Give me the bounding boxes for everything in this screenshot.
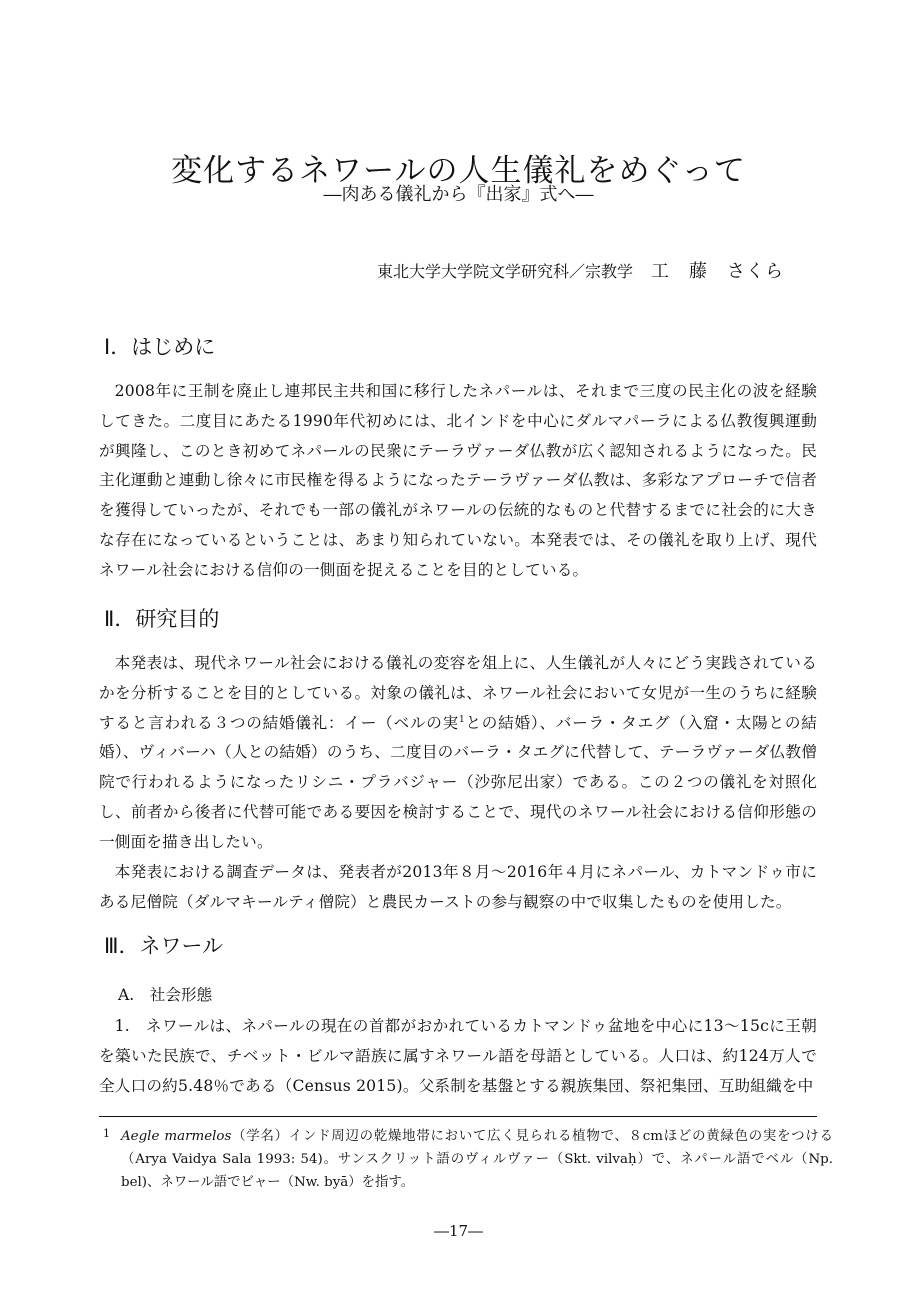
footnote-divider <box>99 1116 817 1117</box>
paragraph-text: との結婚）、バーラ・タエグ（入窟・太陽との結婚）、ヴィバーハ（人との結婚）のうち、二度目のバーラ・タエグに代替して、テーラヴァーダ仏教僧院で行われるようになったリシニ・プラバジャー（沙弥尼出家）である。この２つの儀礼を対照化し、前者から後者に代替可能である要因を検討することで、現代のネワール社会における信仰形態の一側面を描き出したい。 <box>99 713 817 851</box>
page-number: ―17― <box>433 1222 484 1240</box>
footnote-mark: 1 <box>103 1127 110 1140</box>
subsection-heading-social-form: A. 社会形態 <box>118 986 213 1004</box>
section-3-paragraph: 1. ネワールは、ネパールの現在の首都がおかれているカトマンドゥ盆地を中心に13～15cに王朝を築いた民族で、チベット・ビルマ語族に属すネワール語を母語としている。人口は、約124万人で全人口の約5.48％である（Census 2015)。父系制を基盤とする親族集団、祭祀集団、互助組織を中 <box>99 1017 817 1095</box>
section-heading-newar: Ⅲ．ネワール <box>104 934 224 958</box>
author-affiliation: 東北大学大学院文学研究科／宗教学 <box>376 262 633 281</box>
paper-subtitle: ―肉ある儀礼から『出家』式へ― <box>323 184 594 205</box>
author-name: 工 藤 さくら <box>651 261 784 282</box>
footnote-reference[interactable]: 1 <box>458 714 465 725</box>
section-2-paragraph-1 <box>99 649 817 858</box>
paper-title: 変化するネワールの人生儀礼をめぐって <box>171 152 746 189</box>
section-2-paragraph-2: 本発表における調査データは、発表者が2013年８月～2016年４月にネパール、カトマンドゥ市にある尼僧院（ダルマキールティ僧院）と農民カーストの参与観察の中で収集したものを使用した。 <box>99 863 817 911</box>
paragraph-text: 本発表は、現代ネワール社会における儀礼の変容を俎上に、人生儀礼が人々にどう実践されているかを分析することを目的としている。対象の儀礼は、ネワール社会において女児が一生のうちに経験すると言われる３つの結婚儀礼：イー（ベルの実 <box>99 654 817 732</box>
section-heading-research-purpose: Ⅱ．研究目的 <box>104 607 220 631</box>
footnote-term: Aegle marmelos <box>121 1129 232 1144</box>
section-1-paragraph: 2008年に王制を廃止し連邦民主共和国に移行したネパールは、それまで三度の民主化の波を経験してきた。二度目にあたる1990年代初めには、北インドを中心にダルマパーラによる仏教復興運動が興隆し、このとき初めてネパールの民衆にテーラヴァーダ仏教が広く認知されるようになった。民主化運動と連動し徐々に市民権を得るようになったテーラヴァーダ仏教は、多彩なアプローチで信者を獲得していったが、それでも一部の儀礼がネワールの伝統的なものと代替するまでに社会的に大きな存在になっているということは、あまり知られていない。本発表では、その儀礼を取り上げ、現代ネワール社会における信仰の一側面を捉えることを目的としている。 <box>99 382 817 579</box>
footnote-text: （学名）インド周辺の乾燥地帯において広く見られる植物で、８cmほどの黄緑色の実をつける（Arya Vaidya Sala 1993: 54)。サンスクリット語のヴィルヴァー（Skt. vilvaḥ）で、ネパール語でベル（Np. bel)、ネワール語でビャー（Nw. byā）を指す。 <box>121 1129 833 1190</box>
footnote <box>103 1122 833 1194</box>
section-heading-introduction: Ⅰ．はじめに <box>104 335 216 359</box>
author-line <box>377 260 784 284</box>
